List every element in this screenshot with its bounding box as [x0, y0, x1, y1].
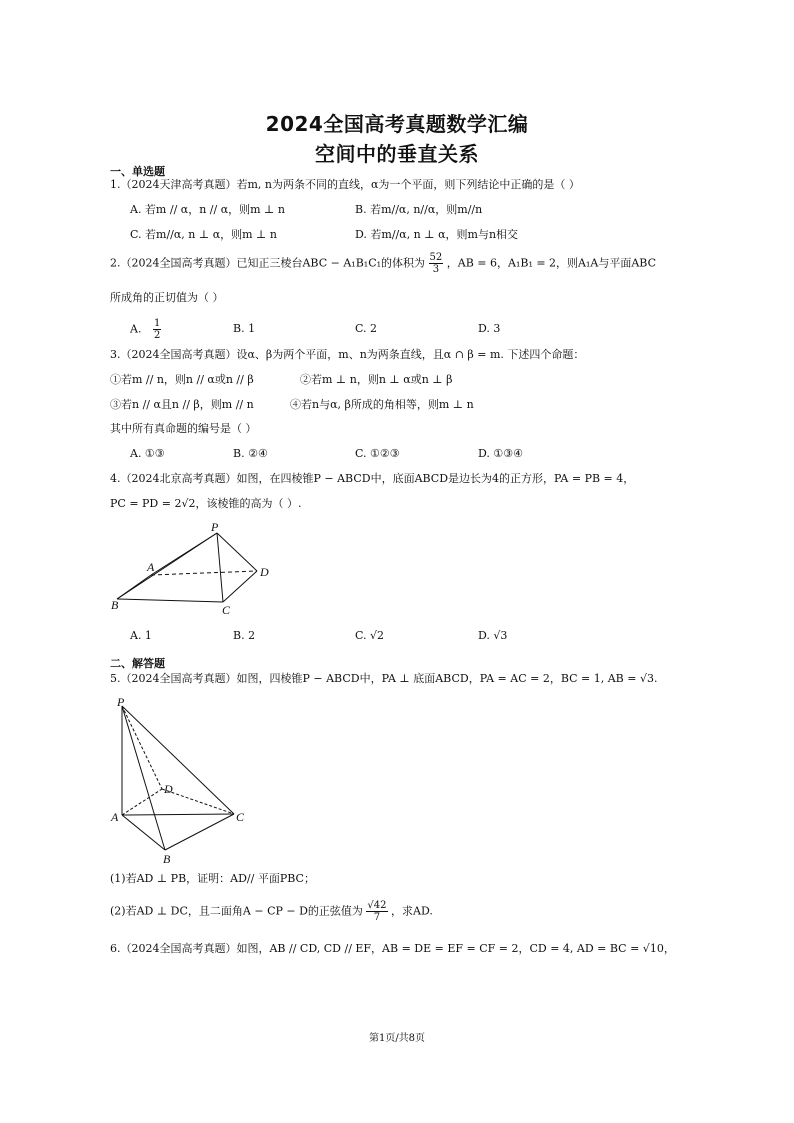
question-1-option-c: C. 若m//α, n ⊥ α，则m ⊥ n: [130, 228, 277, 241]
vertex-label-p: P: [117, 695, 125, 709]
hidden-edge-dc: [162, 789, 234, 814]
option-a-label: A.: [130, 322, 142, 336]
question-1-option-b: B. 若m//α, n//α，则m//n: [355, 203, 483, 216]
edge-ab: [122, 815, 165, 850]
question-4-pyramid-figure: [105, 518, 290, 618]
fraction-denominator: 3: [432, 264, 440, 275]
vertex-label-p: P: [211, 520, 219, 534]
fraction-denominator: 7: [373, 912, 381, 923]
question-5-part-2: [110, 900, 433, 923]
edge-pd: [217, 533, 257, 571]
question-2-volume-fraction: [429, 252, 444, 275]
hidden-edge-ad: [151, 571, 257, 575]
question-3-ask: 其中所有真命题的编号是（ ）: [110, 422, 257, 435]
vertex-label-a: A: [147, 560, 155, 574]
vertex-label-d: D: [260, 565, 269, 579]
question-2-option-d: D. 3: [478, 322, 501, 335]
section-heading-free-response: 二、解答题: [110, 657, 165, 670]
document-subtitle: 空间中的垂直关系: [315, 142, 479, 166]
fraction-numerator: √42: [367, 900, 387, 911]
question-2-option-a: [130, 318, 161, 341]
section-heading-single-choice: 一、单选题: [110, 165, 165, 178]
edge-pa: [151, 533, 217, 575]
edge-pc: [217, 533, 223, 602]
edge-pc: [122, 706, 234, 814]
question-4-stem: 4.（2024北京高考真题）如图，在四棱锥P − ABCD中，底面ABCD是边长为4的正方形，PA = PB = 4，: [110, 472, 635, 485]
question-2-stem-post: ，AB = 6，A₁B₁ = 2，则A₁A与平面ABC: [446, 256, 657, 270]
question-2-stem-pre: 2.（2024全国高考真题）已知正三棱台ABC − A₁B₁C₁的体积为: [110, 256, 426, 270]
edge-ab: [117, 575, 151, 599]
question-1-stem: 1.（2024天津高考真题）若m, n为两条不同的直线，α为一个平面，则下列结论中正确的是（ ）: [110, 178, 580, 191]
vertex-label-c: C: [236, 810, 245, 824]
question-2-stem: [110, 252, 656, 275]
option-a-fraction: [153, 318, 161, 341]
question-5-pyramid-figure: [108, 694, 253, 866]
document-title: 2024全国高考真题数学汇编: [265, 112, 529, 136]
fraction-denominator: 2: [153, 330, 161, 341]
question-5-stem: 5.（2024全国高考真题）如图，四棱锥P − ABCD中，PA ⊥ 底面ABCD，PA = AC = 2，BC = 1, AB = √3.: [110, 672, 658, 685]
hidden-edge-pd: [122, 706, 162, 789]
question-2-option-b: B. 1: [233, 322, 256, 335]
edge-bc: [117, 599, 223, 602]
question-6-stem: 6.（2024全国高考真题）如图，AB // CD, CD // EF，AB = DE = EF = CF = 2，CD = 4, AD = BC = √10，: [110, 942, 675, 955]
question-2-stem-line2: 所成角的正切值为（ ）: [110, 291, 224, 304]
question-3-stem: 3.（2024全国高考真题）设α、β为两个平面，m、n为两条直线，且α ∩ β = m. 下述四个命题：: [110, 348, 585, 361]
question-3-option-a: A. ①③: [130, 447, 165, 460]
part-2-pre: (2)若AD ⊥ DC，且二面角A − CP − D的正弦值为: [110, 904, 363, 918]
hidden-edge-ad: [122, 789, 162, 815]
question-2-option-c: C. 2: [355, 322, 378, 335]
vertex-label-b: B: [111, 598, 119, 612]
edge-cd: [223, 571, 257, 602]
part-2-post: ，求AD.: [391, 904, 433, 918]
fraction-numerator: 52: [429, 252, 443, 263]
question-5-part-1: (1)若AD ⊥ PB，证明：AD// 平面PBC；: [110, 872, 315, 885]
fraction-numerator: 1: [153, 318, 161, 329]
part-2-sine-fraction: [366, 900, 387, 923]
question-1-option-d: D. 若m//α, n ⊥ α，则m与n相交: [355, 228, 519, 241]
edge-ac: [122, 814, 234, 815]
vertex-label-d: D: [164, 782, 173, 796]
vertex-label-b: B: [163, 852, 171, 866]
edge-bc: [165, 814, 234, 850]
question-4-stem-line2: PC = PD = 2√2，该棱锥的高为（ ）.: [110, 497, 302, 510]
vertex-label-c: C: [222, 603, 231, 617]
question-3-proposition-1: ①若m // n，则n // α或n // β: [110, 373, 254, 386]
question-3-proposition-3: ③若n // α且n // β，则m // n: [110, 398, 254, 411]
question-3-option-c: C. ①②③: [355, 447, 400, 460]
question-4-option-c: C. √2: [355, 629, 385, 642]
question-3-proposition-4: ④若n与α, β所成的角相等，则m ⊥ n: [290, 398, 474, 411]
question-1-option-a: A. 若m // α，n // α，则m ⊥ n: [130, 203, 285, 216]
question-3-option-d: D. ①③④: [478, 447, 524, 460]
vertex-label-a: A: [111, 810, 119, 824]
question-3-option-b: B. ②④: [233, 447, 268, 460]
page-number-footer: 第1页/共8页: [368, 1033, 426, 1044]
question-3-proposition-2: ②若m ⊥ n，则n ⊥ α或n ⊥ β: [300, 373, 453, 386]
question-4-option-d: D. √3: [478, 629, 508, 642]
question-4-option-b: B. 2: [233, 629, 256, 642]
question-4-option-a: A. 1: [130, 629, 152, 642]
edge-pb: [122, 706, 165, 850]
